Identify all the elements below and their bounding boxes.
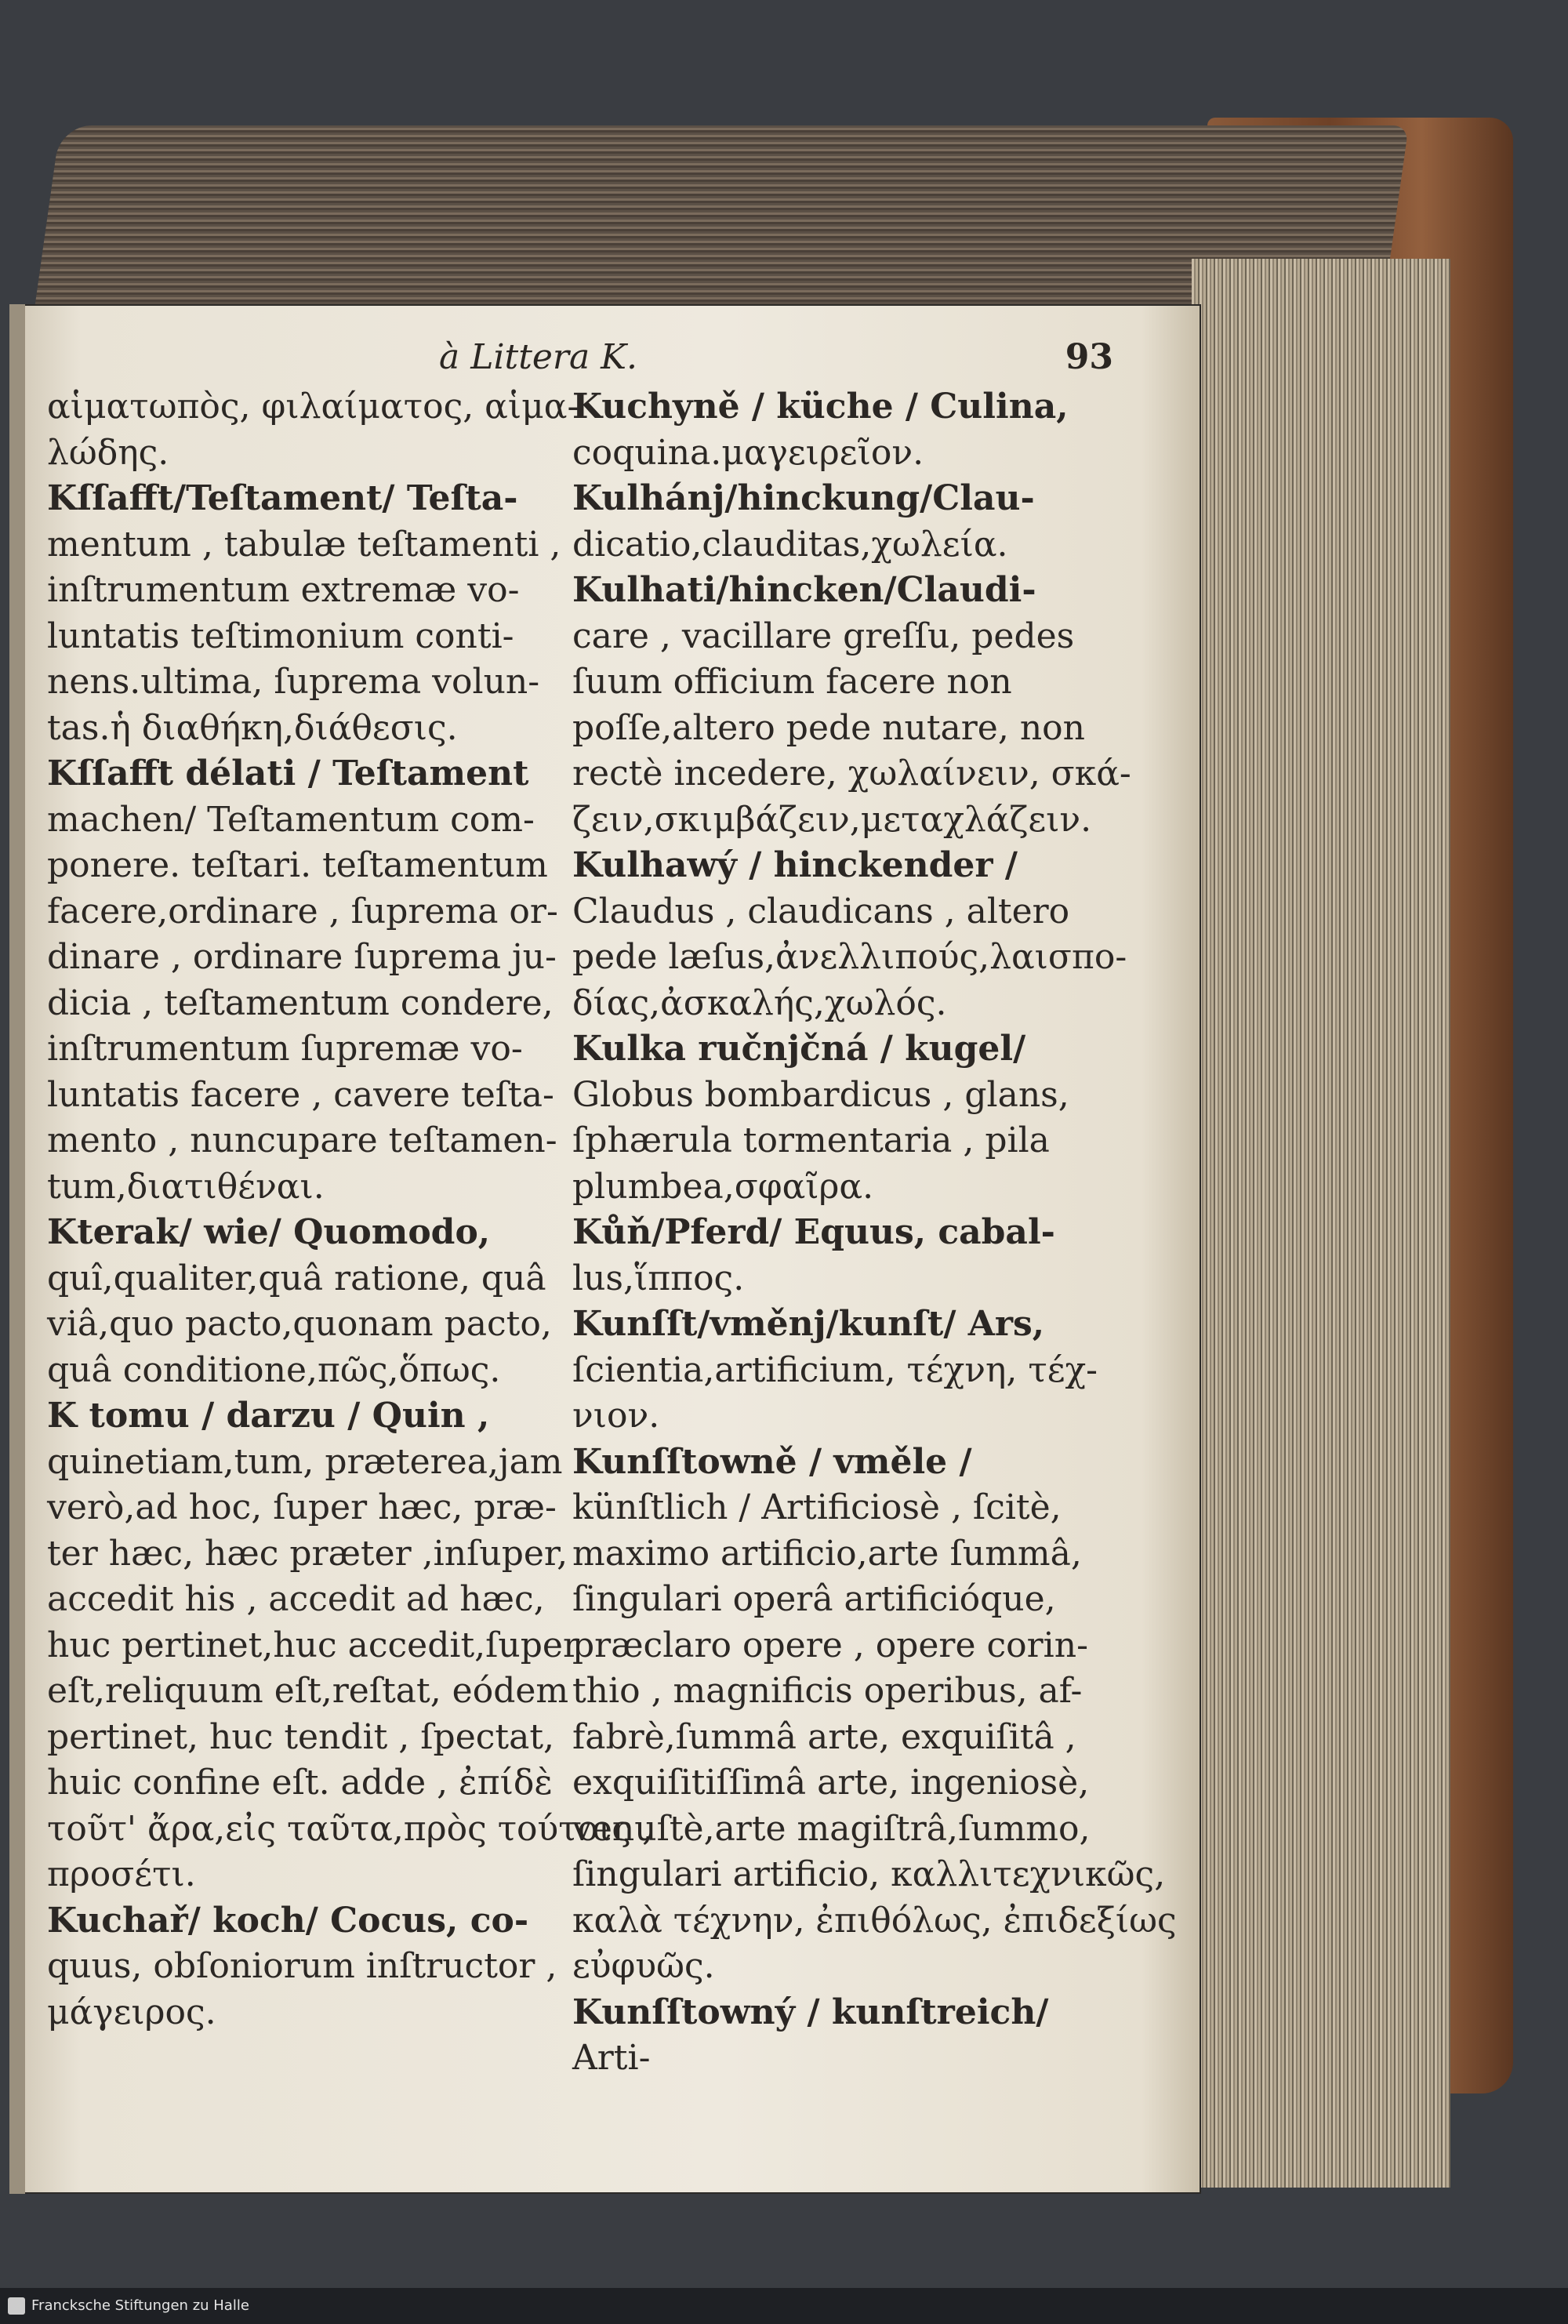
text-line: quâ conditione,πῶς,ὅπως. [47, 1349, 501, 1390]
page-gutter [9, 304, 25, 2194]
text-line: Kſſafft/Teſtament/ Teſta- [47, 478, 518, 518]
text-line: προσέτι. [47, 1854, 196, 1894]
footer-text: Francksche Stiftungen zu Halle [31, 2297, 249, 2314]
text-line: τοῦτ' ἄρα,εἰς ταῦτα,πρὸς τούτοις , [47, 1808, 653, 1849]
text-line: K tomu / darzu / Quin , [47, 1396, 490, 1436]
text-line: huic confine eſt. adde , ἐπίδὲ [47, 1763, 553, 1803]
text-line: pertinet, huc tendit , ſpectat, [47, 1716, 554, 1757]
text-line: ſingulari artificio, καλλιτεχνικῶς, [572, 1854, 1166, 1894]
text-line: huc pertinet,huc accedit,ſuper [47, 1625, 579, 1665]
text-line: Kulhawý / hinckender / [572, 845, 1018, 885]
text-line: accedit his , accedit ad hæc, [47, 1579, 545, 1619]
text-line: εὐφυῶς. [572, 1946, 715, 1986]
text-line: Arti- [572, 2038, 651, 2078]
text-line: künſtlich / Artificiosè , ſcitè, [572, 1487, 1062, 1527]
text-line: tum,διατιθέναι. [47, 1166, 325, 1207]
text-line: Claudus , claudicans , altero [572, 891, 1070, 931]
text-line: dicia , teſtamentum condere, [47, 982, 554, 1023]
text-line: ſphærula tormentaria , pila [572, 1120, 1050, 1160]
text-line: Kunſſtowně / vměle / [572, 1441, 972, 1482]
text-line: Kſſafft délati / Teſtament [47, 753, 529, 793]
text-line: quinetiam,tum, præterea,jam [47, 1441, 563, 1482]
text-line: ſingulari operâ artificióque, [572, 1579, 1056, 1619]
text-line: Globus bombardicus , glans, [572, 1074, 1069, 1115]
text-line: luntatis teſtimonium conti- [47, 615, 514, 656]
text-line: poſſe,altero pede nutare, non [572, 707, 1085, 748]
text-line: καλὰ τέχνην, ἐπιθόλως, ἐπιδεξίως [572, 1900, 1177, 1941]
text-line: machen/ Teſtamentum com- [47, 799, 535, 840]
text-line: coquina.μαγειρεῖον. [572, 432, 924, 473]
text-line: mentum , tabulæ teſtamenti , [47, 524, 561, 565]
text-line: Kuchař/ koch/ Cocus, co- [47, 1900, 529, 1941]
text-line: Kůň/Pferd/ Equus, cabal- [572, 1212, 1055, 1252]
text-line: ζειν,σκιμβάζειν,μεταχλάζειν. [572, 799, 1092, 840]
text-line: Kunſſtowný / kunſtreich/ [572, 1992, 1049, 2032]
text-line: inſtrumentum extremæ vo- [47, 570, 520, 610]
text-line: quus, obſoniorum inſtructor , [47, 1946, 557, 1986]
text-line: inſtrumentum ſupremæ vo- [47, 1029, 523, 1069]
page-fore-edges [1192, 259, 1450, 2188]
text-line: Kuchyně / küche / Culina, [572, 387, 1069, 427]
text-line: care , vacillare greſſu, pedes [572, 615, 1075, 656]
text-line: Kulhati/hincken/Claudi- [572, 570, 1036, 610]
text-line: dinare , ordinare ſuprema ju- [47, 937, 557, 977]
institution-logo-icon [8, 2297, 25, 2315]
page-number: 93 [1065, 337, 1113, 377]
text-line: Kunſſt/vměnj/kunſt/ Ars, [572, 1304, 1045, 1344]
text-line: verò,ad hoc, ſuper hæc, præ- [47, 1487, 557, 1527]
text-line: Kterak/ wie/ Quomodo, [47, 1212, 491, 1252]
text-line: dicatio,clauditas,χωλεία. [572, 524, 1008, 565]
text-line: lus,ἵππος. [572, 1258, 745, 1298]
text-line: ſuum officium facere non [572, 662, 1012, 702]
running-title: à Littera K. [439, 337, 638, 377]
text-line: pede læſus,ἀνελλιπούς,λαισπο- [572, 937, 1127, 977]
text-line: viâ,quo pacto,quonam pacto, [47, 1304, 552, 1344]
text-line: νιον. [572, 1396, 660, 1436]
text-line: αἱματωπὸς, φιλαίματος, αἱμα- [47, 387, 579, 427]
footer-bar [0, 2288, 1568, 2324]
text-line: nens.ultima, ſuprema volun- [47, 662, 540, 702]
text-line: μάγειρος. [47, 1992, 216, 2032]
right-column [572, 384, 1177, 2082]
text-line: ter hæc, hæc præter ,inſuper, [47, 1533, 568, 1574]
text-line: ponere. teſtari. teſtamentum [47, 845, 548, 885]
text-line: exquiſitiſſimâ arte, ingeniosè, [572, 1763, 1090, 1803]
text-line: plumbea,σφαῖρα. [572, 1166, 874, 1207]
text-line: maximo artificio,arte ſummâ, [572, 1533, 1082, 1574]
running-header [439, 337, 1113, 384]
text-line: mento , nuncupare teſtamen- [47, 1120, 557, 1160]
text-line: rectè incedere, χωλαίνειν, σκά- [572, 753, 1131, 793]
text-line: λώδης. [47, 432, 169, 473]
text-line: fabrè,ſummâ arte, exquiſitâ , [572, 1716, 1076, 1757]
text-line: ſcientia,artificium, τέχνη, τέχ- [572, 1349, 1098, 1390]
text-line: præclaro opere , opere corin- [572, 1625, 1088, 1665]
text-line: facere,ordinare , ſuprema or- [47, 891, 558, 931]
text-line: venuſtè,arte magiſtrâ,ſummo, [572, 1808, 1091, 1849]
text-line: Kulhánj/hinckung/Clau- [572, 478, 1035, 518]
text-line: eſt,reliquum eſt,reſtat, eódem [47, 1671, 569, 1711]
text-line: Kulka ručnjčná / kugel/ [572, 1029, 1026, 1069]
text-line: quî,qualiter,quâ ratione, quâ [47, 1258, 546, 1298]
text-line: thio , magnificis operibus, af- [572, 1671, 1083, 1711]
text-line: δίας,ἀσκαλής,χωλός. [572, 982, 947, 1023]
text-line: luntatis facere , cavere teſta- [47, 1074, 554, 1115]
text-line: tas.ἡ διαθήκη,διάθεσις. [47, 707, 458, 748]
